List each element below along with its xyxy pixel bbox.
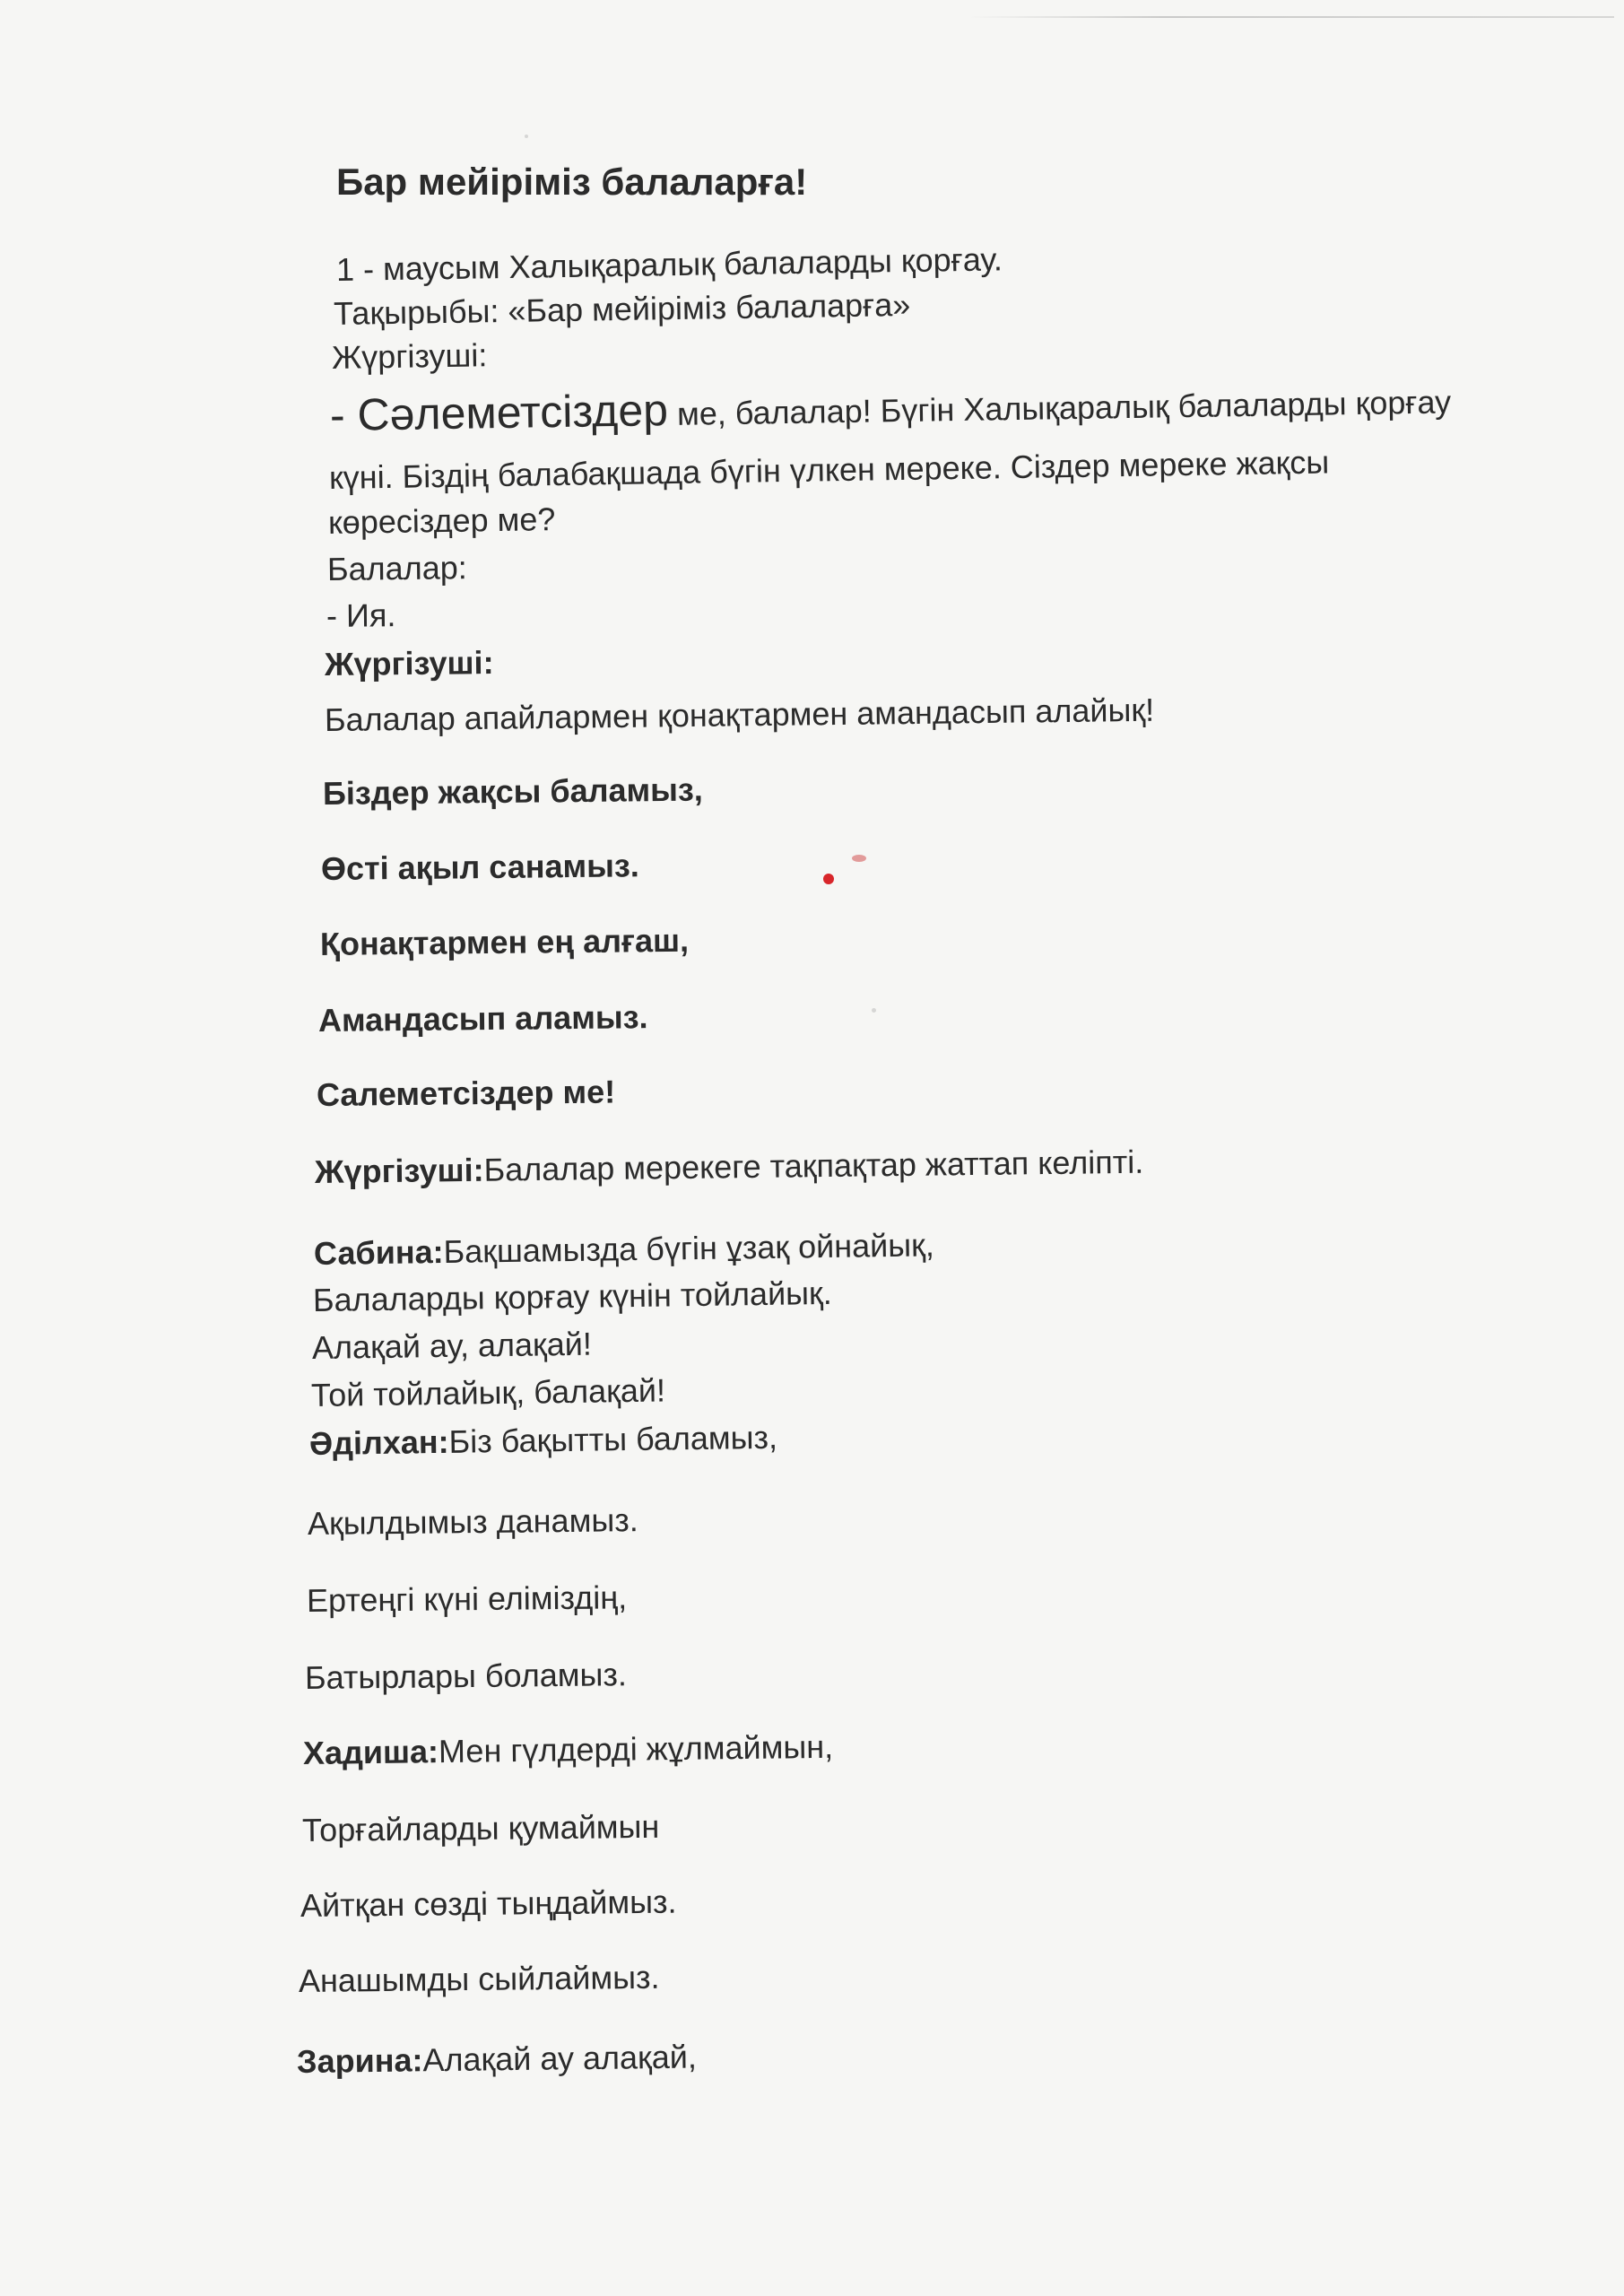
document-line	[297, 2037, 697, 2083]
document-line	[318, 996, 648, 1041]
document-line	[336, 239, 1003, 291]
line-text: Бақшамызда бүгін ұзақ ойнайық,	[443, 1226, 935, 1270]
document-line	[313, 1273, 832, 1321]
document-line	[308, 1500, 638, 1544]
document-line	[325, 642, 494, 685]
document-title: Бар мейіріміз балаларға!	[336, 161, 808, 203]
line-text: Тақырыбы: «Бар мейіріміз балаларға»	[333, 285, 911, 332]
document-line	[326, 595, 396, 637]
line-text: Ақылдымыз данамыз.	[307, 1501, 638, 1542]
speaker-label: Әділхан:	[308, 1422, 449, 1462]
speaker-label: Өсті ақыл санамыз.	[320, 847, 640, 887]
document-line	[314, 1224, 935, 1274]
line-text: Анашымды сыйлаймыз.	[298, 1958, 660, 1999]
scan-speck	[525, 135, 528, 138]
line-text: - Сәлеметсіздер	[329, 385, 669, 440]
line-text: Алақай ау алақай,	[422, 2038, 698, 2079]
document-line	[305, 1654, 627, 1699]
document-line	[299, 1957, 660, 2002]
document-line	[323, 770, 703, 814]
document-line	[302, 1806, 660, 1851]
line-text: Той тойлайық, балақай!	[310, 1371, 666, 1413]
line-text: Айтқан сөзді тыңдаймыз.	[300, 1883, 677, 1924]
scan-edge-line	[968, 16, 1614, 18]
document-line	[309, 1417, 778, 1465]
line-text: Торғайларды қумаймын	[301, 1807, 660, 1848]
line-text: Жүргізуші:	[331, 336, 488, 376]
document-line	[315, 1142, 1144, 1193]
document-line	[327, 547, 467, 590]
scan-speck	[872, 1008, 876, 1013]
document-line	[320, 920, 689, 965]
line-text: Мен гүлдерді жұлмаймын,	[438, 1727, 834, 1770]
document-line	[328, 499, 556, 544]
document-line	[307, 1577, 628, 1622]
line-text: ме, балалар! Бүгін Халықаралық балаларды қорғау	[667, 383, 1452, 433]
document-line	[332, 335, 488, 378]
speaker-label: Амандасып аламыз.	[317, 998, 648, 1039]
red-ink-stain	[823, 874, 834, 884]
line-text: Батырлары боламыз.	[304, 1656, 628, 1696]
line-text: Біз бақытты баламыз,	[448, 1418, 778, 1460]
speaker-label: Біздер жақсы баламыз,	[322, 770, 704, 812]
document-line	[330, 377, 1452, 440]
document-line	[321, 845, 639, 890]
line-text: көресіздер ме?	[327, 500, 556, 541]
speaker-label: Қонақтармен ең алғаш,	[319, 921, 690, 962]
line-text: Балалар мерекеге тақпақтар жаттап келіпті.	[483, 1143, 1144, 1188]
line-text: Алақай ау, алақай!	[311, 1325, 593, 1366]
document-line	[325, 690, 1155, 741]
line-text: Балалар:	[326, 549, 467, 587]
document-line	[312, 1324, 592, 1369]
document-line	[334, 284, 911, 335]
line-text: - Ия.	[326, 596, 396, 634]
document-line	[329, 441, 1330, 499]
document-line	[300, 1882, 677, 1926]
speaker-label: Зарина:	[296, 2041, 423, 2080]
speaker-label: Сабина:	[313, 1232, 444, 1272]
document-line	[303, 1726, 834, 1774]
line-text: Балаларды қорғау күнін тойлайық.	[312, 1274, 833, 1318]
speaker-label: Хадиша:	[302, 1733, 439, 1771]
document-line	[317, 1072, 616, 1116]
line-text: күні. Біздің балабақшада бүгін үлкен мереке. Сіздер мереке жақсы	[328, 443, 1330, 496]
speaker-label: Жүргізуші:	[324, 644, 494, 683]
line-text: 1 - маусым Халықаралық балаларды қорғау.	[335, 240, 1003, 288]
line-text: Ертеңгі күні еліміздің,	[306, 1578, 628, 1619]
line-text: Балалар апайлармен қонақтармен амандасып алайық!	[324, 691, 1155, 738]
document-line	[311, 1370, 666, 1416]
speaker-label: Жүргізуші:	[314, 1151, 484, 1190]
red-ink-speck	[852, 855, 866, 862]
speaker-label: Салеметсіздер ме!	[316, 1073, 616, 1113]
